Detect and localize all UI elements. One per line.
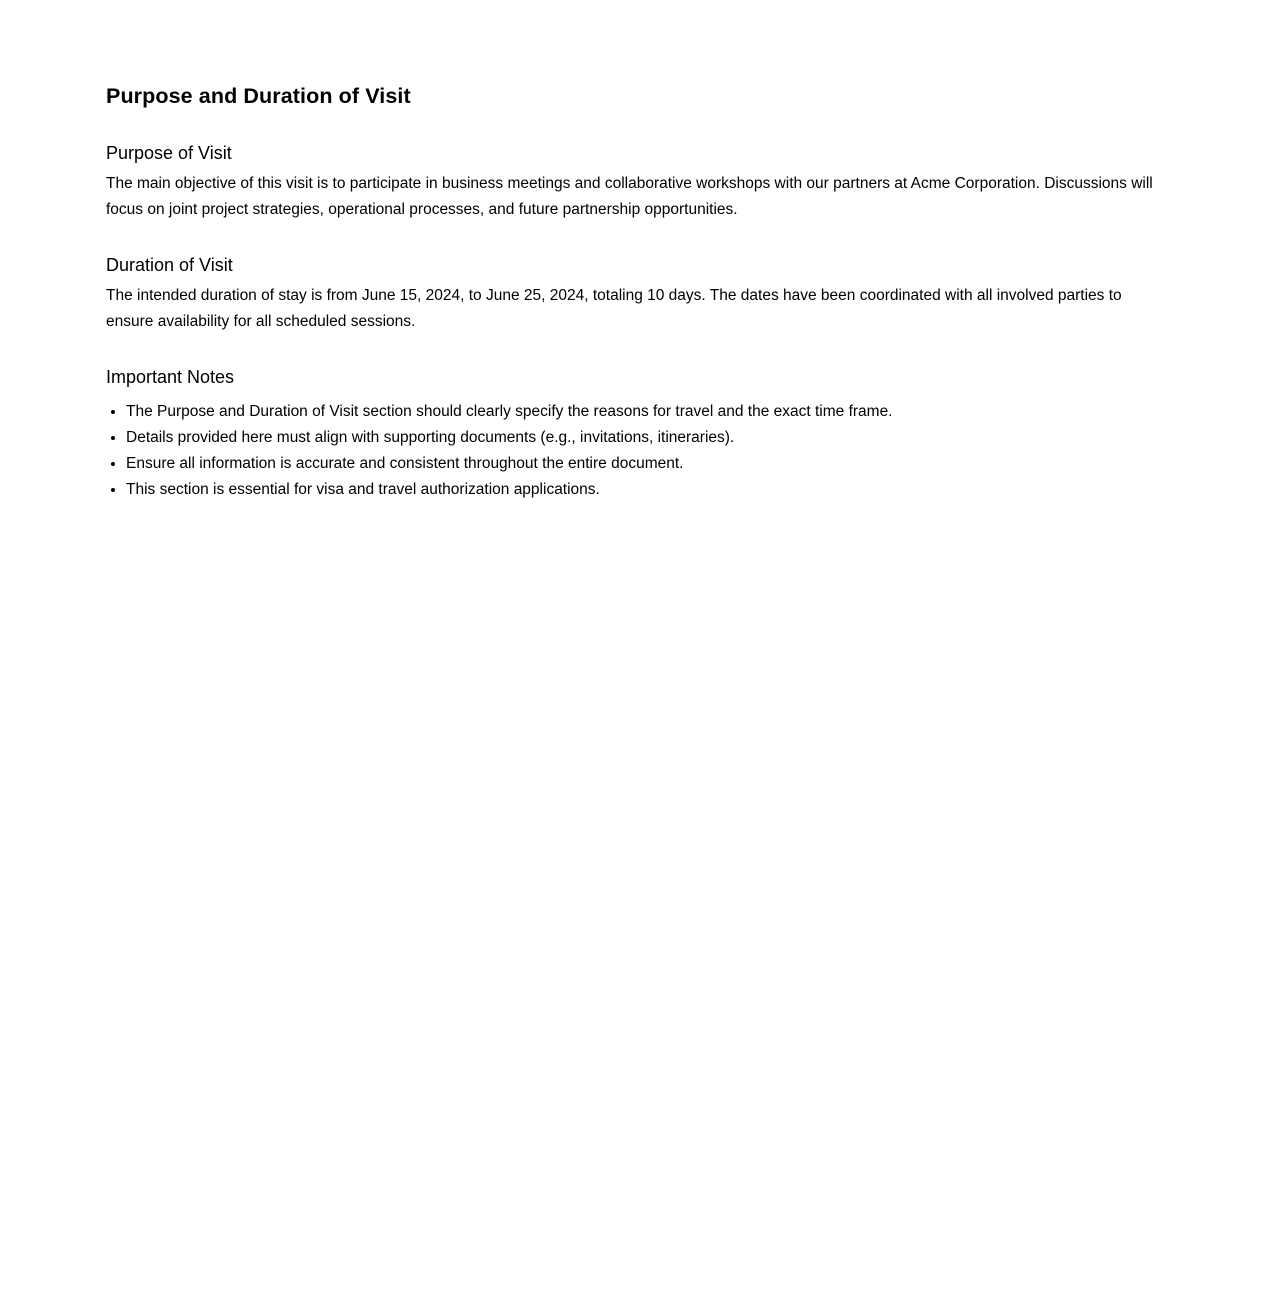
- section-heading: Duration of Visit: [106, 255, 233, 275]
- section-body: The intended duration of stay is from June 15, 2024, to June 25, 2024, totaling 10 days. The dates have been coordinated with all involved parties to ensure availability for all scheduled sessions.: [106, 287, 1122, 330]
- list-item: • The Purpose and Duration of Visit section should clearly specify the reasons for travel and the exact time frame.: [126, 399, 1172, 425]
- section-purpose-of-visit: [106, 141, 1172, 223]
- section-heading: Important Notes: [106, 367, 235, 387]
- list-item: • Ensure all information is accurate and consistent throughout the entire document.: [126, 451, 1172, 477]
- list-item: • This section is essential for visa and travel authorization applications.: [126, 477, 1172, 503]
- notes-list: [106, 399, 1172, 503]
- document-title: Purpose and Duration of Visit: [106, 84, 411, 108]
- section-body: The main objective of this visit is to participate in business meetings and collaborative workshops with our partners at Acme Corporation. Discussions will focus on joint project strategies, operational processes, and future partnership opportunities.: [106, 175, 1153, 218]
- section-duration-of-visit: [106, 253, 1172, 335]
- section-important-notes: [106, 365, 1172, 503]
- list-item: • Details provided here must align with supporting documents (e.g., invitations, itineraries).: [126, 425, 1172, 451]
- section-heading: Purpose of Visit: [106, 143, 232, 163]
- document-page: [0, 0, 1278, 503]
